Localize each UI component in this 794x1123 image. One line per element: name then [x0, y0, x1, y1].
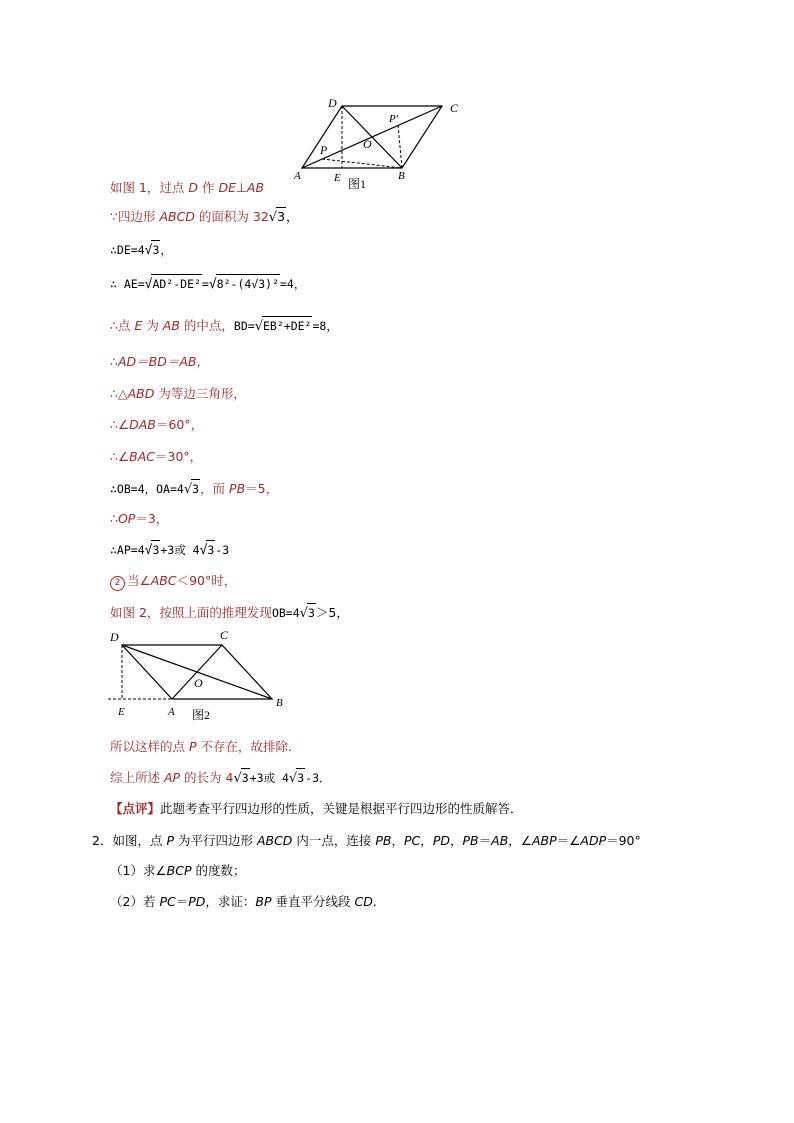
figure-2: [104, 627, 294, 725]
comment-tag: 【点评】: [110, 801, 161, 816]
label-o-2: O: [194, 676, 203, 690]
line-2: ∵四边形 ABCD 的面积为 32√3，: [110, 209, 299, 225]
label-p: P: [320, 143, 328, 157]
diagonal-ac-2: [172, 645, 222, 699]
label-b-2: B: [276, 697, 283, 709]
figure-1: [290, 95, 470, 195]
line-14: 如图 2，按照上面的推理发现OB=4√3＞5，: [110, 605, 349, 621]
label-p-prime: P′: [389, 113, 399, 125]
comment-line: 【点评】此题考查平行四边形的性质，关键是根据平行四边形的性质解答．: [110, 801, 523, 816]
line-1: 如图 1，过点 D 作 DE⊥AB: [110, 180, 265, 195]
dashed-pprime-b: [398, 125, 402, 168]
line-15: 所以这样的点 P 不存在，故排除．: [110, 739, 301, 754]
line-8: ∴∠DAB＝60°，: [110, 417, 204, 432]
label-c: C: [450, 101, 459, 115]
figure-1-caption: 图1: [348, 177, 367, 191]
label-a: A: [294, 170, 301, 182]
line-9: ∴∠BAC＝30°，: [110, 449, 203, 464]
line-3: ∴DE=4√3，: [110, 240, 172, 260]
line-11: ∴OP＝3，: [110, 511, 169, 526]
line-7: ∴△ABD 为等边三角形，: [110, 386, 246, 401]
label-c-2: C: [220, 628, 229, 642]
label-b: B: [398, 170, 405, 182]
question-2: 2．如图，点 P 为平行四边形 ABCD 内一点，连接 PB，PC，PD，PB＝AB，∠ABP＝∠ADP＝90°: [92, 833, 641, 848]
line-10: ∴OB=4，OA=4√3，而 PB＝5，: [110, 481, 279, 497]
label-o: O: [363, 137, 372, 151]
label-e: E: [334, 172, 341, 184]
label-e-2: E: [118, 706, 125, 718]
dashed-pb: [322, 159, 402, 168]
label-d-2: D: [110, 630, 119, 644]
line-5: ∴点 E 为 AB 的中点，BD=√EB²+DE²=8，: [110, 318, 338, 334]
line-6: ∴AD＝BD＝AB，: [110, 354, 209, 369]
label-a-2: A: [168, 706, 175, 718]
line-16: 综上所述 AP 的长为 4√3+3或 4√3-3．: [110, 770, 331, 786]
line-4: ∴ AE=√AD²-DE²=√8²-(4√3)²=4，: [110, 274, 305, 294]
label-d: D: [328, 96, 337, 110]
question-2-part-2: （2）若 PC＝PD，求证：BP 垂直平分线段 CD．: [110, 894, 386, 909]
line-12: ∴AP=4√3+3或 4√3-3: [110, 540, 229, 560]
circled-two: 2: [110, 576, 125, 591]
line-13: 2 当∠ABC＜90°时，: [110, 572, 236, 591]
question-2-part-1: （1）求∠BCP 的度数；: [110, 863, 246, 878]
figure-2-caption: 图2: [192, 708, 211, 722]
